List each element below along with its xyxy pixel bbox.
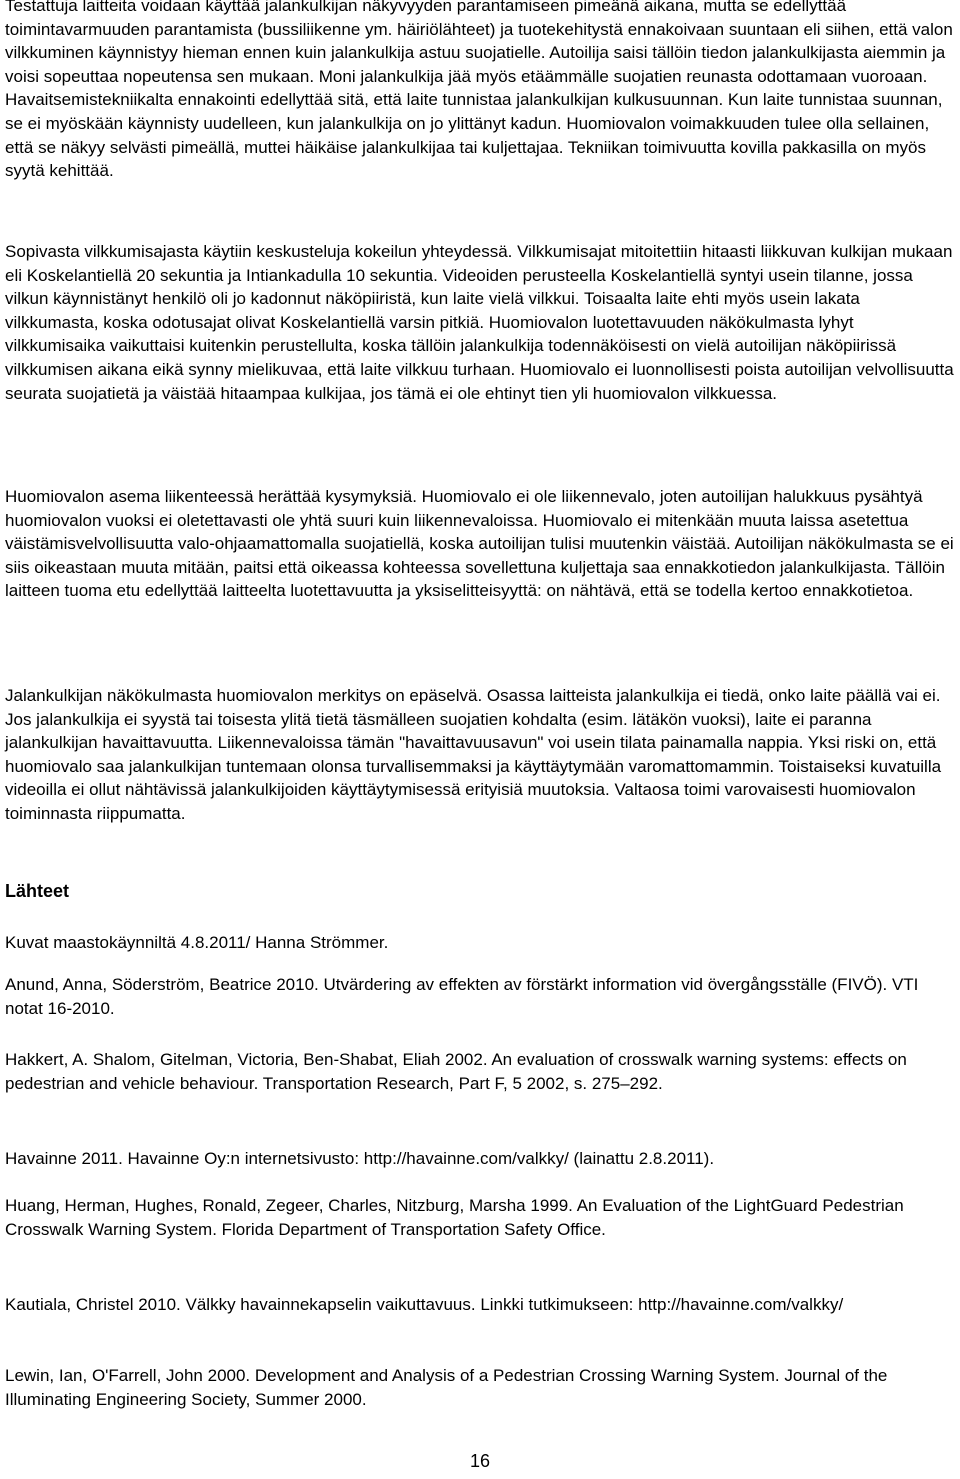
body-paragraph: Sopivasta vilkkumisajasta käytiin keskusteluja kokeilun yhteydessä. Vilkkumisajat mitoitettiin hitaasti liikkuvan kulkijan mukaan eli Koskelantiellä 20 sekuntia ja Intiankadulla 10 sekuntia. Videoiden perusteella Koskelantiellä syntyi usein tilanne, jossa vilkun käynnistänyt henkilö oli jo kadonnut näköpiiristä, kun laite vielä vilkkui. Toisaalta laite ehti myös usein lakata vilkkumasta, koska odotusajat olivat Koskelantiellä varsin pitkiä. Huomiovalon luotettavuuden näkökulmasta lyhyt vilkkumisaika vaikuttaisi kuitenkin perustellulta, koska tällöin jalankulkija todennäköisesti on vielä autoilijan näköpiirissä vilkkumisen aikana eikä synny mielikuvaa, että laite vilkkuu turhaan. Huomiovalo ei luonnollisesti poista autoilijan velvollisuutta seurata suojatietä ja väistää hitaampaa kulkijaa, jos tämä ei ole ehtinyt tien yli huomiovalon vilkkuessa. [5,242,954,403]
reference-item: Hakkert, A. Shalom, Gitelman, Victoria, Ben-Shabat, Eliah 2002. An evaluation of crosswalk warning systems: effects on pedestrian and vehicle behaviour. Transportation Research, Part F, 5 2002, s. 275–292. [5,1050,907,1093]
reference-item: Kautiala, Christel 2010. Välkky havainnekapselin vaikuttavuus. Linkki tutkimukseen: http://havainne.com/valkky/ [5,1295,844,1314]
sources-heading: Lähteet [5,881,70,901]
reference-item: Huang, Herman, Hughes, Ronald, Zegeer, Charles, Nitzburg, Marsha 1999. An Evaluation of the LightGuard Pedestrian Crosswalk Warning System. Florida Department of Transportation Safety Office. [5,1196,904,1239]
page-number: 16 [469,1451,491,1471]
reference-item: Kuvat maastokäynniltä 4.8.2011/ Hanna Strömmer. [5,933,389,952]
reference-item: Anund, Anna, Söderström, Beatrice 2010. Utvärdering av effekten av förstärkt information vid övergångsställe (FIVÖ). VTI notat 16-2010. [5,975,919,1018]
reference-item: Lewin, Ian, O'Farrell, John 2000. Development and Analysis of a Pedestrian Crossing Warning System. Journal of the Illuminating Engineering Society, Summer 2000. [5,1366,888,1409]
body-paragraph: Jalankulkijan näkökulmasta huomiovalon merkitys on epäselvä. Osassa laitteista jalankulkija ei tiedä, onko laite päällä vai ei. Jos jalankulkija ei syystä tai toisesta ylitä tietä täsmälleen suojatien kohdalta (esim. lätäkön vuoksi), laite ei paranna jalankulkijan havaittavuutta. Liikennevaloissa tämän "havaittavuusavun" voi usein tilata painamalla nappia. Yksi riski on, että huomiovalo saa jalankulkijan tuntemaan olonsa turvallisemmaksi ja käyttäytymään varomattomammin. Toistaiseksi kuvatuilla videoilla ei ollut nähtävissä jalankulkijoiden käyttäytymisessä erityisiä muutoksia. Valtaosa toimi varovaisesti huomiovalon toiminnasta riippumatta. [5,686,942,823]
body-paragraph: Testattuja laitteita voidaan käyttää jalankulkijan näkyvyyden parantamiseen pimeänä aikana, mutta se edellyttää toimintavarmuuden parantamista (bussiliikenne ym. häiriölähteet) ja tuotekehitystä ennakoivaan suuntaan eli siihen, että valon vilkkuminen käynnistyy hieman ennen kuin jalankulkija astuu suojatielle. Autoilija saisi tällöin tiedon jalankulkijasta aiemmin ja voisi sopeuttaa nopeutensa sen mukaan. Moni jalankulkija jää myös etäämmälle suojatien reunasta odottamaan vuoroaan. Havaitsemistekniikalta ennakointi edellyttää sitä, että laite tunnistaa jalankulkijan kulkusuunnan. Kun laite tunnistaa suunnan, se ei myöskään käynnisty uudelleen, kun jalankulkija on jo ylittänyt kadun. Huomiovalon voimakkuuden tulee olla sellainen, että se näkyy selvästi pimeällä, muttei häikäise jalankulkijaa tai kuljettajaa. Tekniikan toimivuutta kovilla pakkasilla on myös syytä kehittää. [5,0,953,181]
reference-item: Havainne 2011. Havainne Oy:n internetsivusto: http://havainne.com/valkky/ (lainattu 2.8.2011). [5,1149,715,1168]
body-paragraph: Huomiovalon asema liikenteessä herättää kysymyksiä. Huomiovalo ei ole liikennevalo, joten autoilijan halukkuus pysähtyä huomiovalon vuoksi ei oletettavasti ole yhtä suuri kuin liikennevaloissa. Huomiovalo ei mitenkään muuta laissa asetettua väistämisvelvollisuutta valo-ohjaamattomalla suojatiellä, koska autoilijan tulisi muutenkin väistää. Autoilijan näkökulmasta se ei siis oikeastaan muuta mitään, paitsi että oikeassa kohteessa sovellettuna kuljettaja saa ennakkotiedon jalankulkijasta. Tällöin laitteen tuoma etu edellyttää laitteelta luotettavuutta ja yksiselitteisyyttä: on nähtävä, että se todella kertoo ennakkotietoa. [5,487,954,601]
